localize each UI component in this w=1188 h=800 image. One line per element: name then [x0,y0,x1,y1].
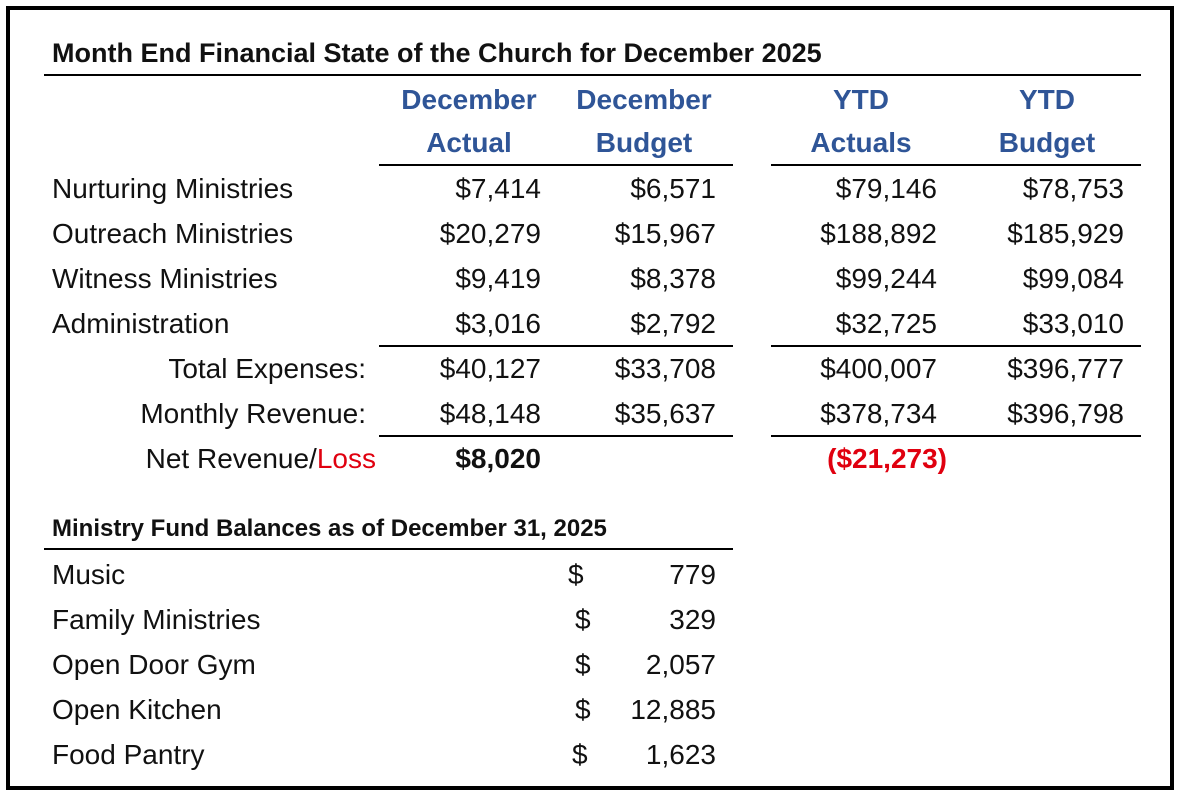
cell-december-actual: $48,148 [439,398,541,429]
cell-ytd-actuals: $79,146 [835,173,937,204]
col-header-ytd-actuals: YTD Actuals [810,84,912,158]
cell-ytd-actuals: $32,725 [835,308,937,339]
net-rule-december [379,435,733,437]
cell-ytd-budget: $99,084 [1022,263,1124,294]
fund-amount: 2,057 [645,649,716,680]
cell-ytd-budget: $396,798 [1007,398,1124,429]
fund-amount: 1,623 [645,739,716,770]
cell-ytd-actuals: $99,244 [835,263,937,294]
cell-ytd-budget: $78,753 [1022,173,1124,204]
cell-december-actual: $20,279 [439,218,541,249]
col-header-december-actual: December Actual [401,84,537,158]
cell-ytd-budget: $185,929 [1007,218,1124,249]
cell-december-actual: $3,016 [455,308,541,339]
loss-label: Loss [316,443,376,474]
fund-title-underline [44,548,733,550]
fund-label: Family Ministries [52,604,261,635]
currency-symbol: $ [568,559,584,590]
net-ytd-actuals: ($21,273) [827,443,947,474]
cell-december-budget: $8,378 [630,263,716,294]
fund-amount: 12,885 [630,694,716,725]
cell-ytd-actuals: $400,007 [820,353,937,384]
cell-december-actual: $7,414 [455,173,541,204]
fund-balances-title: Ministry Fund Balances as of December 31, 2025 [52,515,607,542]
row-label: Administration [52,308,230,339]
row-label: Outreach Ministries [52,218,294,249]
row-label: Nurturing Ministries [52,173,294,204]
col-header-ytd-budget: YTD Budget [998,84,1096,158]
report-title: Month End Financial State of the Church for December 2025 [52,38,822,68]
currency-symbol: $ [575,649,591,680]
cell-ytd-budget: $396,777 [1007,353,1124,384]
cell-december-budget: $35,637 [614,398,716,429]
currency-symbol: $ [572,739,588,770]
cell-december-actual: $40,127 [439,353,541,384]
monthly-revenue-label: Monthly Revenue: [140,398,366,429]
fund-amount: 329 [669,604,716,635]
cell-december-budget: $15,967 [614,218,716,249]
currency-symbol: $ [575,694,591,725]
net-revenue-label: Net Revenue/Loss [145,443,376,474]
net-december-actual: $8,020 [455,443,541,474]
col-header-december-budget: December Budget [576,84,712,158]
cell-ytd-actuals: $188,892 [820,218,937,249]
cell-december-budget: $6,571 [630,173,716,204]
title-underline [44,74,1141,76]
cell-december-actual: $9,419 [455,263,541,294]
fund-amount: 779 [669,559,716,590]
total-expenses-label: Total Expenses: [168,353,366,384]
fund-label: Open Kitchen [52,694,222,725]
fund-label: Food Pantry [52,739,205,770]
fund-label: Open Door Gym [52,649,256,680]
fund-label: Music [52,559,126,590]
cell-ytd-budget: $33,010 [1022,308,1124,339]
cell-ytd-actuals: $378,734 [820,398,937,429]
currency-symbol: $ [575,604,591,635]
row-label: Witness Ministries [52,263,278,294]
cell-december-budget: $2,792 [630,308,716,339]
cell-december-budget: $33,708 [614,353,716,384]
